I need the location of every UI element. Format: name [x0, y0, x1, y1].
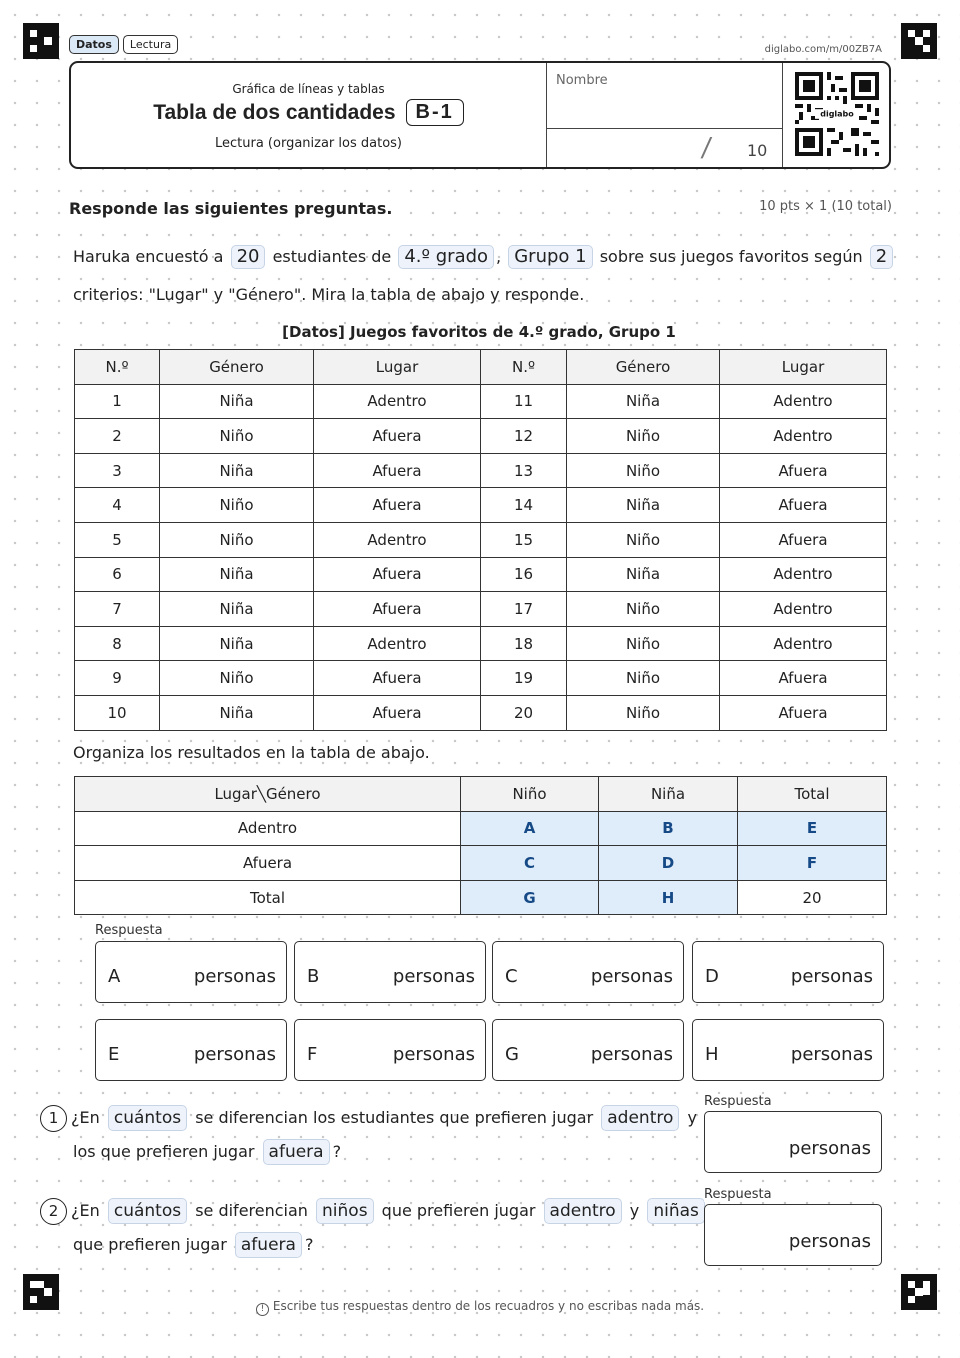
table-cell: Niño — [160, 419, 314, 454]
table-row — [75, 626, 887, 661]
table-cell: Niña — [160, 626, 314, 661]
col-header: N.º — [481, 350, 567, 385]
points-label: 10 pts × 1 (10 total) — [759, 199, 892, 214]
answer-label: Respuesta — [95, 923, 163, 938]
table-cell: 10 — [75, 695, 160, 730]
question-1-line-2 — [73, 1135, 341, 1168]
q-text: ? — [332, 1142, 342, 1161]
answer-letter: F — [307, 1044, 318, 1065]
q-highlight: niños — [316, 1198, 374, 1224]
q-text: y — [629, 1201, 640, 1220]
table-cell: Niña — [160, 592, 314, 627]
answer-letter: D — [705, 966, 719, 987]
data-table — [74, 349, 887, 731]
table-row — [75, 453, 887, 488]
table-row — [75, 695, 887, 730]
table-cell: 11 — [481, 384, 567, 419]
q-text: ? — [304, 1235, 314, 1254]
summary-row-adentro — [75, 811, 887, 846]
row-label: Afuera — [75, 846, 461, 881]
footer-text: Escribe tus respuestas dentro de los recuadros y no escribas nada más. — [272, 1299, 705, 1313]
table-cell: Niño — [567, 695, 720, 730]
table-row — [75, 488, 887, 523]
site-url: diglabo.com/m/00ZB7A — [720, 44, 882, 55]
tag-list — [69, 35, 178, 54]
table-cell: Adentro — [314, 522, 481, 557]
col-header: Género — [160, 350, 314, 385]
blank-cell-e: E — [738, 811, 887, 846]
table-row — [75, 661, 887, 696]
q-highlight: afuera — [235, 1232, 302, 1258]
blank-cell-a: A — [461, 811, 599, 846]
q-text: los que prefieren jugar — [73, 1142, 255, 1161]
table-cell: Niño — [567, 453, 720, 488]
answer-box-g[interactable] — [492, 1019, 684, 1081]
blank-cell-c: C — [461, 846, 599, 881]
qr-brand: diglabo — [820, 109, 854, 119]
table-cell: Afuera — [314, 453, 481, 488]
table-cell: 3 — [75, 453, 160, 488]
table-cell: 19 — [481, 661, 567, 696]
table-cell: Niña — [567, 557, 720, 592]
answer-unit: personas — [590, 1044, 673, 1065]
answer-box-c[interactable] — [492, 941, 684, 1003]
answer-letter: H — [705, 1044, 719, 1065]
table-cell: Niño — [567, 419, 720, 454]
answer-unit: personas — [788, 1231, 871, 1252]
table-cell: Niño — [567, 592, 720, 627]
summary-row-total — [75, 880, 887, 915]
question-number: 1 — [40, 1105, 67, 1132]
corner-marker-top-right — [901, 23, 937, 59]
answer-unit: personas — [193, 966, 276, 987]
table-cell: 15 — [481, 522, 567, 557]
blank-cell-f: F — [738, 846, 887, 881]
worksheet-code: B-1 — [406, 99, 464, 126]
question-2-line-1 — [40, 1194, 708, 1227]
table-cell: Adentro — [720, 419, 887, 454]
score-slash: / — [699, 133, 713, 163]
qr-code-icon — [795, 72, 879, 156]
table-cell: Niño — [567, 522, 720, 557]
table-cell: Afuera — [314, 419, 481, 454]
grand-total-cell: 20 — [738, 880, 887, 915]
q-highlight: afuera — [263, 1139, 330, 1165]
table-row — [75, 557, 887, 592]
answer-box-f[interactable] — [294, 1019, 486, 1081]
table-cell: 16 — [481, 557, 567, 592]
table-cell: 8 — [75, 626, 160, 661]
answer-letter: B — [307, 966, 320, 987]
q-highlight: cuántos — [108, 1198, 187, 1224]
page-title: Tabla de dos cantidades — [153, 100, 396, 124]
answer-unit: personas — [392, 966, 475, 987]
table-cell: Afuera — [314, 695, 481, 730]
table-cell: Adentro — [314, 626, 481, 661]
tag-datos[interactable]: Datos — [69, 35, 119, 54]
table-cell: Afuera — [314, 488, 481, 523]
category-label: Lectura (organizar los datos) — [214, 136, 402, 151]
table-cell: 12 — [481, 419, 567, 454]
header-title-area — [71, 63, 546, 167]
answer-unit: personas — [790, 1044, 873, 1065]
blank-cell-d: D — [599, 846, 738, 881]
table-cell: 20 — [481, 695, 567, 730]
question-number: 2 — [40, 1198, 67, 1225]
blank-cell-h: H — [599, 880, 738, 915]
col-header: Lugar — [314, 350, 481, 385]
answer-letter: G — [505, 1044, 519, 1065]
table-row — [75, 522, 887, 557]
q-text: se diferencian — [195, 1201, 308, 1220]
table-cell: Afuera — [720, 453, 887, 488]
question-1-line-1 — [40, 1101, 697, 1134]
summary-row-afuera — [75, 846, 887, 881]
col-header: Niña — [599, 777, 738, 812]
q-highlight: adentro — [544, 1198, 622, 1224]
table-cell: Adentro — [720, 626, 887, 661]
answer-letter: E — [108, 1044, 120, 1065]
table-cell: 14 — [481, 488, 567, 523]
answer-box-q1[interactable] — [704, 1111, 882, 1173]
answer-box-e[interactable] — [95, 1019, 287, 1081]
group-box: Grupo 1 — [508, 245, 592, 269]
qr-code-area — [782, 63, 889, 167]
answer-unit: personas — [193, 1044, 276, 1065]
blank-cell-g: G — [461, 880, 599, 915]
table-cell: Niño — [160, 522, 314, 557]
name-field[interactable] — [546, 63, 782, 129]
q-text: que prefieren jugar — [381, 1201, 536, 1220]
table-cell: Adentro — [720, 557, 887, 592]
answer-letter: C — [505, 966, 518, 987]
table-cell: 9 — [75, 661, 160, 696]
answer-unit: personas — [788, 1138, 871, 1159]
intro-text-2: estudiantes de — [272, 247, 392, 266]
grade-box: 4.º grado — [398, 245, 494, 269]
table-cell: Niño — [567, 661, 720, 696]
q-highlight: niñas — [647, 1198, 705, 1224]
table-cell: Niña — [567, 384, 720, 419]
table-cell: Afuera — [720, 488, 887, 523]
intro-comma: , — [496, 247, 502, 266]
q-text: ¿En — [71, 1108, 100, 1127]
worksheet-header — [69, 61, 891, 169]
footer-note — [0, 1299, 960, 1316]
table-cell: 13 — [481, 453, 567, 488]
question-2-line-2 — [73, 1228, 313, 1261]
name-label: Nombre — [556, 73, 608, 88]
table-cell: Adentro — [720, 592, 887, 627]
answer-unit: personas — [590, 966, 673, 987]
answer-label: Respuesta — [704, 1094, 772, 1109]
table-cell: Niña — [160, 453, 314, 488]
q-text: se diferencian los estudiantes que prefieren jugar — [195, 1108, 594, 1127]
score-field[interactable] — [546, 129, 782, 167]
table-cell: Niño — [160, 661, 314, 696]
intro-paragraph-line-1 — [73, 245, 895, 269]
answer-box-h[interactable] — [692, 1019, 884, 1081]
answer-box-b[interactable] — [294, 941, 486, 1003]
table-cell: Niña — [160, 695, 314, 730]
score-total: 10 — [747, 141, 768, 160]
col-header: Total — [738, 777, 887, 812]
table-cell: Afuera — [314, 592, 481, 627]
tag-lectura[interactable]: Lectura — [123, 35, 178, 54]
summary-table — [74, 776, 887, 915]
table-cell: Niña — [160, 384, 314, 419]
col-header: Lugar — [720, 350, 887, 385]
row-label: Total — [75, 880, 461, 915]
table-cell: Afuera — [720, 522, 887, 557]
intro-paragraph-line-2: criterios: "Lugar" y "Género". Mira la tabla de abajo y responde. — [73, 285, 585, 304]
answer-box-d[interactable] — [692, 941, 884, 1003]
col-header: Niño — [461, 777, 599, 812]
instructions: Responde las siguientes preguntas. — [69, 199, 396, 218]
table-cell: 4 — [75, 488, 160, 523]
answer-box-q2[interactable] — [704, 1204, 882, 1266]
criteria-count-box: 2 — [870, 245, 893, 269]
table-cell: 2 — [75, 419, 160, 454]
row-label: Adentro — [75, 811, 461, 846]
table-cell: 6 — [75, 557, 160, 592]
table-cell: Afuera — [720, 661, 887, 696]
table-cell: Afuera — [720, 695, 887, 730]
table-cell: Niña — [160, 557, 314, 592]
subject-label: Gráfica de líneas y tablas — [232, 82, 385, 96]
table-cell: Niño — [160, 488, 314, 523]
corner-marker-top-left — [23, 23, 59, 59]
answer-box-a[interactable] — [95, 941, 287, 1003]
table-cell: Afuera — [314, 661, 481, 696]
intro-text-3: sobre sus juegos favoritos según — [599, 247, 863, 266]
blank-cell-b: B — [599, 811, 738, 846]
answer-letter: A — [108, 966, 121, 987]
data-table-caption: [Datos] Juegos favoritos de 4.º grado, Grupo 1 — [282, 323, 676, 341]
organize-instruction: Organiza los resultados en la tabla de abajo. — [73, 743, 430, 762]
table-row — [75, 419, 887, 454]
table-cell: 18 — [481, 626, 567, 661]
q-text: y — [687, 1108, 697, 1127]
info-icon: ! — [256, 1303, 269, 1316]
col-header: N.º — [75, 350, 160, 385]
table-cell: 1 — [75, 384, 160, 419]
table-cell: Afuera — [314, 557, 481, 592]
table-cell: 7 — [75, 592, 160, 627]
table-cell: Adentro — [720, 384, 887, 419]
table-cell: Niño — [567, 626, 720, 661]
col-header: Género — [567, 350, 720, 385]
table-row — [75, 592, 887, 627]
q-text: ¿En — [71, 1201, 100, 1220]
table-cell: Niña — [567, 488, 720, 523]
table-row — [75, 384, 887, 419]
q-highlight: adentro — [601, 1105, 679, 1131]
answer-unit: personas — [790, 966, 873, 987]
q-highlight: cuántos — [108, 1105, 187, 1131]
intro-text-1: Haruka encuestó a — [73, 247, 224, 266]
answer-unit: personas — [392, 1044, 475, 1065]
students-count-box: 20 — [231, 245, 266, 269]
answer-label: Respuesta — [704, 1187, 772, 1202]
summary-corner-header: Lugar╲Género — [75, 777, 461, 812]
table-cell: 17 — [481, 592, 567, 627]
q-text: que prefieren jugar — [73, 1235, 227, 1254]
data-table-header-row — [75, 350, 887, 385]
summary-header-row — [75, 777, 887, 812]
table-cell: Adentro — [314, 384, 481, 419]
table-cell: 5 — [75, 522, 160, 557]
